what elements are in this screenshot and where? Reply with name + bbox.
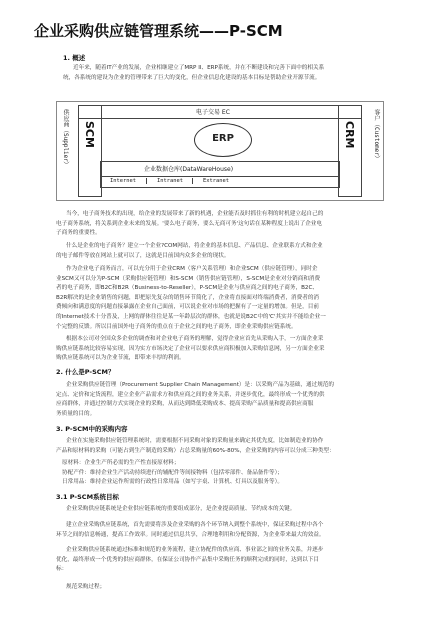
text-line: 个完整的反馈。所以目前国外电子商务的重点在于企业之间的电子商务，即企业采购供应链系统。	[56, 323, 297, 330]
text-line: 电子商务系统，将关系到企业未来的发展。'要么电子商务，要么无商可务'这句话在某种程度上说出了企业电	[56, 220, 322, 227]
text-line: 业SCM又可以分为P-SCM（采购供应链管理）和S-SCM（销售供应链管理），S-SCM是企业对分销商和消费	[56, 275, 321, 282]
text-line: 当今，电子商务技术的出现，给企业的发展带来了新的机遇，企业能否及时抓住有利的时机建立起自己的	[66, 211, 324, 217]
section-heading-what-is-pscm: 2. 什么是P-SCM？	[56, 368, 115, 376]
list-item: 规范采购过程；	[66, 584, 106, 590]
system-goals-paragraph-2	[56, 521, 382, 540]
text-line: 费倾向和满意度的问题直接暴露在企业自己面前，可以说企业对市场的把握有了一定量的增加。但是，目前	[56, 304, 319, 311]
text-line: 的电子邮件等放在网站上就可以了，这就是目前国内众多企业的现状。	[56, 252, 230, 259]
text-line: 作为企业电子商务而言，可以充分用于企业CRM（客户关系管理）和企业SCM（供应链管理），同时企	[66, 266, 318, 272]
procurement-content-paragraph	[56, 437, 382, 456]
network-intranet: Intranet	[146, 178, 193, 184]
data-warehouse-label: 企业数据仓库(DataWareHouse)	[144, 166, 234, 173]
text-line: 企业采购供应链管理（Procurement Supplier Chain Management）是：以采购产品为基础，通过规范的	[66, 382, 334, 388]
text-line: 建立企业采购供应链系统，首先需要将涉及企业采购的各个环节纳入到整个系统中，保证采购过程中各个	[66, 522, 324, 528]
text-line: 环节之间的信息畅通，提高工作效率。同时通过信息共享，合理地利用和分配资源，为企业带来最大的效益。	[56, 531, 325, 538]
architecture-diagram	[56, 101, 384, 201]
text-line: 者的电子商务，即B2C和B2R（Business-to-Reseller），P-SCM是企业与供应商之间的电子商务，B2C、	[56, 285, 318, 292]
text-line: 统，各系统的建设为企业的管理带来了巨大的变化，但企业信息化建设的基本目标是帮助企业开源节流。	[63, 74, 321, 81]
section-heading-system-goals: 3.1 P-SCM系统目标	[56, 493, 120, 501]
crm-label: CRM	[343, 121, 356, 149]
text-line: 购供应链系统比较容易实现，因为实方市场决定了企业可以要求供应商积极加入采购信息网，另一方面企业采	[56, 345, 325, 352]
overview-paragraph-1	[63, 64, 381, 83]
text-line: 优化，最终形成一个优秀的供应商群体，在保证公司协作产品集中采购任务的顺利完成的同时，达到以下目	[56, 556, 319, 563]
erp-ellipse	[194, 123, 252, 157]
section-heading-overview: 1. 概述	[63, 54, 86, 62]
list-item: 原材料：企业生产所必需的生产性直接原材料；	[62, 460, 180, 466]
overview-paragraph-3	[56, 242, 382, 261]
scm-label: SCM	[83, 121, 96, 148]
text-line: 企业在实施采购供应链管理系统时，需要根据不同采购对象的采购量来确定其优先度，比如制造业的协作	[66, 438, 324, 444]
procurement-types-list	[62, 459, 382, 488]
text-line: 根据本公司对全国众多企业的调查和对企业电子商务的理解，觉得企业应首先从采购入手，一方面企业采	[66, 336, 324, 342]
text-line: 的Internet技术十分普及，上网的群体往往是某一年龄层次的群体，也就是说B2C中的'C'其实并不能给企业一	[56, 313, 326, 320]
page-title: 企业采购供应链管理系统——P-SCM	[34, 22, 283, 40]
text-line: B2R解决的是企业销售的问题，即把原先复杂的销售环节简化了，企业将直接面对终端消费者，消费者的消	[56, 294, 320, 301]
text-line: 购供应链系统可以为企业节流，即带来丰厚的利润。	[56, 355, 185, 362]
text-line: 标：	[56, 566, 68, 573]
customer-label: 客户（Customer）	[373, 109, 380, 162]
text-line: 务质量的目的。	[56, 410, 96, 417]
text-line: 定点、定价和定货流程，建立企业产品需求方和供应商之间的业务关系，并逐步优化，最终形成一个优秀的供	[56, 391, 325, 398]
scm-frame	[78, 105, 102, 197]
overview-paragraph-2	[56, 210, 382, 239]
text-line: 子商务的重要性。	[56, 230, 101, 237]
system-goals-paragraph-1	[56, 505, 382, 515]
network-extranet: Extranet	[192, 178, 239, 184]
text-line: 应商群体，并通过控制方式实现企业的采购，从而达到降低采购成本、提高采购产品质量和提高供应商服	[56, 401, 314, 408]
text-line: 企业采购供应链系统是企业供应链系统的重要组成部分，是企业提高质量、节约成本的关键。	[66, 506, 296, 512]
text-line: 企业采购供应链系统通过标准和规范的业务流程，建立协配件的供应商、事业部之间的业务关系，并逐步	[66, 547, 324, 553]
text-line: 产品和原材料的采购（可能占到生产制造的采购）占总采购量的60%-80%，企业采购的内容可以分成三种类型：	[56, 447, 335, 454]
crm-frame	[338, 105, 362, 197]
supplier-label: 供应商（Supplier）	[62, 109, 69, 168]
list-item: 协配产件：维持企业生产活动持续进行的辅配件等间接物料（包括零部件、备品备件等）；	[62, 469, 283, 476]
system-goals-item	[66, 583, 366, 593]
text-line: 什么是企业的电子商务？建立一个企业?COM网站，将企业的基本信息、产品信息、企业联系方式和企业	[66, 243, 323, 249]
erp-label: ERP	[212, 133, 234, 144]
text-line: 近年来，随着IT产业的发展，企业相继建立了MRP II、ERP系统，并在不断建设和完善下面中的相关系	[73, 65, 325, 71]
section-heading-procurement-content: 3. P-SCM中的采购内容	[56, 425, 128, 433]
system-goals-paragraph-3	[56, 546, 382, 575]
network-internet: Internet	[110, 178, 136, 184]
overview-paragraph-5	[56, 335, 382, 364]
what-is-pscm-paragraph	[56, 381, 382, 419]
ec-label: 电子交易 EC	[196, 109, 230, 116]
list-item: 日常用品：维持企业运作所需的行政性日常用品（如写字桌、计算机、灯具以及服务等）。	[62, 479, 283, 486]
overview-paragraph-4	[56, 265, 382, 332]
